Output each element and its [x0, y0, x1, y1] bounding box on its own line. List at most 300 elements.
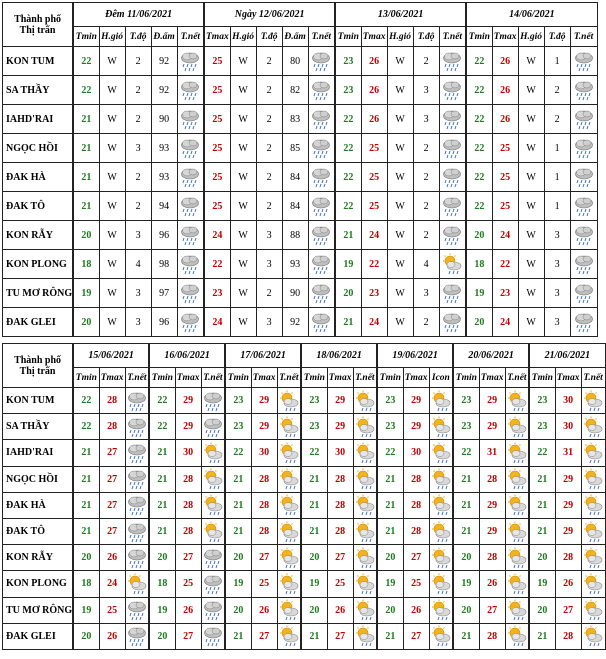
forecast-value: 98 — [151, 250, 177, 279]
forecast-value: 92 — [151, 76, 177, 105]
forecast-value: 23 — [492, 279, 518, 308]
forecast-value: W — [99, 250, 125, 279]
column-header: T.nết — [125, 368, 149, 388]
city-name: NGỌC HỒI — [3, 134, 74, 163]
forecast-value: W — [518, 47, 544, 76]
table-row — [3, 192, 598, 221]
forecast-value: 1 — [544, 47, 570, 76]
forecast-value: 31 — [555, 440, 581, 466]
forecast-value: 26 — [361, 47, 387, 76]
cloud-rain-icon — [125, 388, 149, 414]
forecast-value: 19 — [335, 250, 361, 279]
forecast-value: 23 — [453, 388, 479, 414]
forecast-value: 27 — [99, 466, 125, 492]
forecast-value: 22 — [335, 134, 361, 163]
forecast-value: W — [387, 250, 413, 279]
forecast-value: 20 — [149, 623, 175, 649]
forecast-value: 25 — [204, 134, 230, 163]
forecast-value: 23 — [225, 414, 251, 440]
column-header: Icon — [429, 368, 453, 388]
forecast-value: 20 — [225, 545, 251, 571]
sun-cloud-rain-icon — [277, 623, 301, 649]
sun-cloud-rain-icon — [353, 414, 377, 440]
forecast-value: 21 — [335, 221, 361, 250]
column-header: Đ.ẩm — [282, 27, 308, 47]
forecast-value: 23 — [301, 388, 327, 414]
forecast-value: 3 — [125, 279, 151, 308]
city-header-line: Thành phố — [14, 354, 62, 366]
forecast-value: 21 — [73, 105, 99, 134]
forecast-value: 27 — [555, 597, 581, 623]
forecast-value: 26 — [492, 105, 518, 134]
forecast-value: 28 — [251, 518, 277, 544]
forecast-value: 83 — [282, 105, 308, 134]
forecast-value: 23 — [335, 76, 361, 105]
forecast-value: 27 — [479, 597, 505, 623]
forecast-value: W — [518, 105, 544, 134]
forecast-value: 29 — [175, 414, 201, 440]
forecast-value: 21 — [225, 623, 251, 649]
cloud-rain-icon — [439, 279, 466, 308]
forecast-value: 20 — [73, 221, 99, 250]
forecast-value: 21 — [529, 492, 555, 518]
cloud-rain-icon — [308, 134, 335, 163]
forecast-value: W — [230, 221, 256, 250]
sun-cloud-rain-icon — [429, 623, 453, 649]
sun-cloud-rain-icon — [505, 597, 529, 623]
column-header: Tmin — [377, 368, 403, 388]
forecast-value: W — [387, 47, 413, 76]
forecast-value: 80 — [282, 47, 308, 76]
forecast-value: 82 — [282, 76, 308, 105]
sun-cloud-rain-icon — [277, 414, 301, 440]
forecast-value: 3 — [544, 279, 570, 308]
forecast-value: W — [387, 221, 413, 250]
forecast-value: 28 — [327, 492, 353, 518]
forecast-value: 27 — [327, 623, 353, 649]
column-header: H.gió — [230, 27, 256, 47]
cloud-rain-icon — [201, 388, 225, 414]
sun-cloud-rain-icon — [353, 518, 377, 544]
forecast-value: 21 — [377, 623, 403, 649]
forecast-value: 26 — [492, 76, 518, 105]
forecast-value: W — [99, 308, 125, 337]
forecast-value: 97 — [151, 279, 177, 308]
table-row — [3, 76, 598, 105]
forecast-value: 19 — [529, 571, 555, 597]
forecast-value: 3 — [256, 221, 282, 250]
sun-cloud-rain-icon — [505, 571, 529, 597]
forecast-value: 30 — [555, 388, 581, 414]
forecast-value: W — [99, 134, 125, 163]
cloud-rain-icon — [125, 466, 149, 492]
forecast-value: 92 — [151, 47, 177, 76]
forecast-value: 21 — [73, 518, 99, 544]
city-name: ĐAK GLEI — [3, 623, 74, 649]
forecast-value: 27 — [99, 440, 125, 466]
forecast-value: 30 — [403, 440, 429, 466]
forecast-value: 21 — [453, 623, 479, 649]
sun-cloud-rain-icon — [277, 440, 301, 466]
sun-cloud-rain-icon — [581, 388, 605, 414]
cloud-rain-icon — [570, 192, 597, 221]
table-row — [3, 105, 598, 134]
cloud-rain-icon — [125, 623, 149, 649]
cloud-rain-icon — [308, 76, 335, 105]
period-date-header: 18/06/2021 — [301, 344, 377, 368]
cloud-rain-icon — [125, 414, 149, 440]
forecast-value: 2 — [256, 105, 282, 134]
cloud-rain-icon — [308, 163, 335, 192]
forecast-value: 21 — [225, 466, 251, 492]
forecast-value: 84 — [282, 163, 308, 192]
sun-cloud-rain-icon — [581, 440, 605, 466]
sun-cloud-rain-icon — [201, 466, 225, 492]
cloud-rain-icon — [439, 163, 466, 192]
forecast-value: 29 — [479, 388, 505, 414]
forecast-value: 22 — [466, 134, 492, 163]
cloud-rain-icon — [177, 192, 204, 221]
forecast-value: W — [518, 163, 544, 192]
forecast-value: 27 — [99, 518, 125, 544]
forecast-value: 19 — [466, 279, 492, 308]
forecast-value: 26 — [99, 623, 125, 649]
forecast-value: 2 — [125, 163, 151, 192]
forecast-value: 2 — [413, 47, 439, 76]
forecast-value: 18 — [466, 250, 492, 279]
forecast-value: 20 — [529, 545, 555, 571]
period-date-header: 14/06/2021 — [466, 3, 597, 27]
table-row — [3, 545, 606, 571]
forecast-value: 2 — [413, 192, 439, 221]
forecast-value: 28 — [479, 545, 505, 571]
forecast-value: W — [230, 163, 256, 192]
forecast-value: W — [99, 163, 125, 192]
forecast-value: 29 — [479, 414, 505, 440]
forecast-value: 19 — [73, 279, 99, 308]
forecast-value: 90 — [282, 279, 308, 308]
forecast-value: 26 — [99, 545, 125, 571]
forecast-value: 24 — [361, 221, 387, 250]
cloud-rain-icon — [177, 221, 204, 250]
forecast-value: 25 — [204, 163, 230, 192]
forecast-table-1 — [2, 2, 598, 337]
table-row — [3, 518, 606, 544]
forecast-value: 22 — [73, 414, 99, 440]
forecast-value: 27 — [175, 623, 201, 649]
forecast-value: 26 — [361, 105, 387, 134]
forecast-value: 28 — [403, 492, 429, 518]
forecast-value: W — [230, 105, 256, 134]
forecast-value: W — [99, 279, 125, 308]
forecast-value: W — [518, 192, 544, 221]
forecast-value: 26 — [479, 571, 505, 597]
forecast-value: 23 — [529, 414, 555, 440]
sun-cloud-rain-icon — [505, 545, 529, 571]
forecast-value: 22 — [466, 105, 492, 134]
sun-cloud-rain-icon — [505, 414, 529, 440]
forecast-value: 28 — [479, 466, 505, 492]
forecast-value: 30 — [251, 440, 277, 466]
forecast-value: 23 — [225, 388, 251, 414]
forecast-value: 21 — [73, 134, 99, 163]
forecast-value: 3 — [125, 221, 151, 250]
city-header-line: Thị trấn — [19, 365, 56, 377]
forecast-value: 23 — [204, 279, 230, 308]
sun-cloud-rain-icon — [201, 440, 225, 466]
sun-cloud-rain-icon — [201, 492, 225, 518]
forecast-value: 21 — [149, 492, 175, 518]
forecast-value: 2 — [256, 47, 282, 76]
forecast-value: 20 — [301, 597, 327, 623]
cloud-rain-icon — [570, 76, 597, 105]
sun-cloud-rain-icon — [429, 518, 453, 544]
forecast-value: 27 — [251, 545, 277, 571]
forecast-value: 22 — [377, 440, 403, 466]
forecast-value: 20 — [73, 545, 99, 571]
cloud-rain-icon — [570, 221, 597, 250]
forecast-value: 28 — [175, 518, 201, 544]
forecast-value: 19 — [453, 571, 479, 597]
sun-cloud-rain-icon — [277, 545, 301, 571]
forecast-value: 23 — [377, 414, 403, 440]
forecast-value: 21 — [149, 466, 175, 492]
forecast-value: 21 — [149, 440, 175, 466]
forecast-value: 24 — [492, 308, 518, 337]
forecast-value: 30 — [175, 440, 201, 466]
forecast-value: 22 — [453, 440, 479, 466]
sun-cloud-rain-icon — [353, 440, 377, 466]
column-header: H.gió — [518, 27, 544, 47]
forecast-value: 29 — [327, 388, 353, 414]
forecast-value: 28 — [175, 466, 201, 492]
column-header: Tmin — [335, 27, 361, 47]
cloud-rain-icon — [177, 47, 204, 76]
sun-cloud-rain-icon — [439, 250, 466, 279]
city-name: IAHD'RAI — [3, 440, 74, 466]
forecast-value: 29 — [555, 466, 581, 492]
sun-cloud-rain-icon — [277, 466, 301, 492]
forecast-value: 23 — [361, 279, 387, 308]
cloud-rain-icon — [125, 545, 149, 571]
city-name: ĐAK HÀ — [3, 163, 74, 192]
table-row — [3, 221, 598, 250]
cloud-rain-icon — [439, 221, 466, 250]
sun-cloud-rain-icon — [277, 388, 301, 414]
sun-cloud-rain-icon — [125, 571, 149, 597]
forecast-value: 22 — [204, 250, 230, 279]
city-name: ĐAK GLEI — [3, 308, 74, 337]
forecast-value: 28 — [403, 466, 429, 492]
forecast-value: 3 — [413, 279, 439, 308]
table-row — [3, 388, 606, 414]
sun-cloud-rain-icon — [429, 414, 453, 440]
forecast-value: 1 — [544, 163, 570, 192]
forecast-value: 28 — [99, 414, 125, 440]
sun-cloud-rain-icon — [429, 440, 453, 466]
table-row — [3, 571, 606, 597]
forecast-value: 27 — [251, 623, 277, 649]
forecast-value: 28 — [99, 388, 125, 414]
forecast-value: 22 — [73, 388, 99, 414]
forecast-value: 29 — [251, 414, 277, 440]
forecast-value: 22 — [492, 250, 518, 279]
forecast-value: 21 — [301, 518, 327, 544]
forecast-value: 3 — [544, 308, 570, 337]
cloud-rain-icon — [570, 163, 597, 192]
forecast-value: 22 — [466, 192, 492, 221]
forecast-value: 94 — [151, 192, 177, 221]
forecast-value: 20 — [73, 308, 99, 337]
city-name: SA THẦY — [3, 76, 74, 105]
forecast-value: 3 — [544, 221, 570, 250]
forecast-value: W — [387, 308, 413, 337]
forecast-table-2 — [2, 343, 606, 650]
forecast-value: 22 — [301, 440, 327, 466]
sun-cloud-rain-icon — [429, 597, 453, 623]
forecast-value: 21 — [73, 163, 99, 192]
table-row — [3, 47, 598, 76]
column-header: T.nết — [570, 27, 597, 47]
city-header-line: Thành phố — [14, 13, 62, 25]
city-name: KON RẪY — [3, 545, 74, 571]
forecast-value: 27 — [403, 623, 429, 649]
forecast-value: 2 — [413, 163, 439, 192]
cloud-rain-icon — [125, 518, 149, 544]
forecast-value: 28 — [327, 466, 353, 492]
forecast-value: 4 — [413, 250, 439, 279]
cloud-rain-icon — [125, 597, 149, 623]
cloud-rain-icon — [570, 308, 597, 337]
forecast-value: 27 — [99, 492, 125, 518]
forecast-value: 3 — [256, 308, 282, 337]
city-name: ĐAK HÀ — [3, 492, 74, 518]
forecast-value: 25 — [204, 105, 230, 134]
forecast-value: 24 — [492, 221, 518, 250]
city-name: KON PLONG — [3, 250, 74, 279]
forecast-value: 23 — [335, 47, 361, 76]
table-row — [3, 623, 606, 649]
sun-cloud-rain-icon — [353, 597, 377, 623]
column-header: T.nết — [177, 27, 204, 47]
city-name: TU MƠ RÔNG — [3, 597, 74, 623]
forecast-value: 21 — [301, 492, 327, 518]
forecast-value: 28 — [251, 466, 277, 492]
forecast-value: 3 — [125, 134, 151, 163]
forecast-value: 19 — [149, 597, 175, 623]
forecast-value: 92 — [282, 308, 308, 337]
cloud-rain-icon — [201, 623, 225, 649]
forecast-value: 31 — [479, 440, 505, 466]
forecast-value: 22 — [149, 414, 175, 440]
cloud-rain-icon — [125, 492, 149, 518]
sun-cloud-rain-icon — [581, 571, 605, 597]
city-name: KON PLONG — [3, 571, 74, 597]
forecast-value: W — [99, 47, 125, 76]
cloud-rain-icon — [570, 105, 597, 134]
column-header: Tmax — [327, 368, 353, 388]
column-header: Tmin — [149, 368, 175, 388]
forecast-value: W — [230, 76, 256, 105]
forecast-value: 26 — [361, 76, 387, 105]
period-date-header: 13/06/2021 — [335, 3, 466, 27]
column-header: T.nết — [353, 368, 377, 388]
forecast-value: W — [518, 308, 544, 337]
forecast-value: 29 — [403, 388, 429, 414]
city-header-line: Thị trấn — [19, 24, 56, 36]
forecast-value: W — [230, 47, 256, 76]
column-header: Tmin — [301, 368, 327, 388]
forecast-value: W — [99, 192, 125, 221]
forecast-value: 29 — [479, 492, 505, 518]
forecast-value: 25 — [175, 571, 201, 597]
table-row — [3, 466, 606, 492]
forecast-value: 22 — [529, 440, 555, 466]
forecast-value: 2 — [125, 47, 151, 76]
forecast-value: 25 — [204, 47, 230, 76]
cloud-rain-icon — [177, 250, 204, 279]
cloud-rain-icon — [439, 192, 466, 221]
sun-cloud-rain-icon — [581, 623, 605, 649]
sun-cloud-rain-icon — [505, 518, 529, 544]
forecast-value: 30 — [327, 440, 353, 466]
cloud-rain-icon — [177, 105, 204, 134]
forecast-value: 27 — [403, 545, 429, 571]
city-name: IAHD'RAI — [3, 105, 74, 134]
forecast-value: 21 — [301, 623, 327, 649]
forecast-value: 19 — [225, 571, 251, 597]
forecast-value: 21 — [149, 518, 175, 544]
column-header: Tmax — [204, 27, 230, 47]
city-name: NGỌC HỒI — [3, 466, 74, 492]
forecast-value: 3 — [413, 76, 439, 105]
forecast-value: W — [230, 134, 256, 163]
table-row — [3, 279, 598, 308]
forecast-value: 84 — [282, 192, 308, 221]
forecast-value: W — [518, 221, 544, 250]
cloud-rain-icon — [308, 308, 335, 337]
forecast-value: W — [518, 76, 544, 105]
column-header: T.độ — [413, 27, 439, 47]
cloud-rain-icon — [177, 134, 204, 163]
forecast-value: 26 — [251, 597, 277, 623]
forecast-value: 23 — [453, 414, 479, 440]
cloud-rain-icon — [177, 308, 204, 337]
forecast-value: 29 — [479, 518, 505, 544]
forecast-value: 29 — [403, 414, 429, 440]
forecast-value: 24 — [204, 308, 230, 337]
column-header: T.nết — [505, 368, 529, 388]
forecast-value: 4 — [125, 250, 151, 279]
forecast-value: 2 — [413, 221, 439, 250]
column-header: T.nết — [439, 27, 466, 47]
forecast-value: 21 — [73, 192, 99, 221]
forecast-value: W — [387, 279, 413, 308]
forecast-value: W — [230, 192, 256, 221]
sun-cloud-rain-icon — [505, 623, 529, 649]
forecast-value: 28 — [251, 492, 277, 518]
cloud-rain-icon — [201, 597, 225, 623]
sun-cloud-rain-icon — [505, 466, 529, 492]
column-header: Đ.ẩm — [151, 27, 177, 47]
cloud-rain-icon — [570, 134, 597, 163]
forecast-value: W — [518, 250, 544, 279]
cloud-rain-icon — [439, 47, 466, 76]
column-header: T.nết — [581, 368, 605, 388]
sun-cloud-rain-icon — [277, 492, 301, 518]
forecast-value: 3 — [125, 308, 151, 337]
sun-cloud-rain-icon — [353, 545, 377, 571]
